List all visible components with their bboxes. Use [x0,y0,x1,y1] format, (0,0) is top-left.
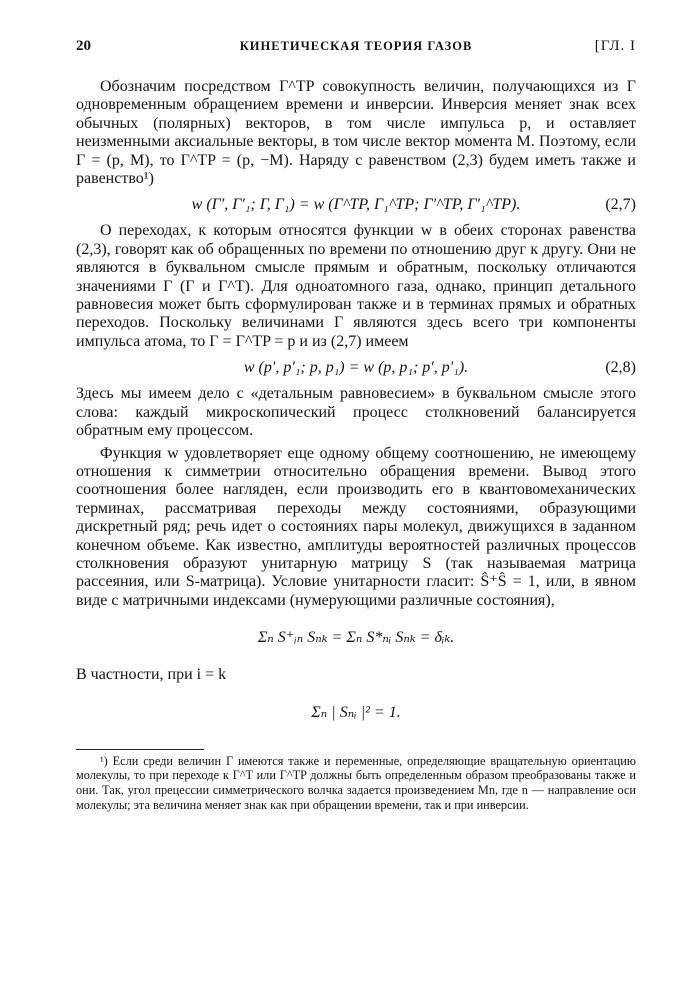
equation-2-8 [76,355,636,381]
normalization-equation [76,689,636,737]
footnote: ¹) Если среди величин Γ имеются также и переменные, определяющие вращательную ориентацию молекулы, то при переходе к Γ^T или Γ^TP должны быть определенным образом преобразованы также и они. Так, угол прецессии симметрического волчка задается произведением Mn, где n — направление оси молекулы; эта величина меняет знак как при обращении времени, так и при инверсии. [76,753,636,812]
equation-2-7 [76,192,636,218]
equation-2-7-expression: w (Γ′, Γ′₁; Γ, Γ₁) = w (Γ^TP, Γ₁^TP; Γ′^TP, Γ′₁^TP). [191,196,521,214]
equation-2-8-number: (2,8) [605,359,636,377]
page-number: 20 [76,38,91,54]
running-title: КИНЕТИЧЕСКАЯ ТЕОРИЯ ГАЗОВ [239,39,473,53]
unitarity-equation [76,614,636,662]
paragraph-2: О переходах, к которым относятся функции w в обеих сторонах равенства (2,3), говорят как об обращенных по времени по отношению друг к другу. Они не являются в буквальном смысле прямым и обратным, поскольку отличаются значениями Γ (Γ и Γ^T). Для одноатомного газа, однако, принцип детального равновесия может быть сформулирован также и в терминах прямых и обратных переходов. Поскольку величинами Γ являются здесь всего три компоненты импульса атома, то Γ = Γ^TP = p и из (2,7) имеем [76,222,636,350]
page-body [76,78,636,813]
equation-2-7-number: (2,7) [605,196,636,214]
chapter-marker: [ГЛ. I [594,38,636,54]
footnote-divider [76,749,204,750]
running-header [76,38,636,58]
normalization-expression: Σₙ | Sₙᵢ |² = 1. [311,703,401,721]
unitarity-expression: Σₙ S⁺ᵢₙ Sₙₖ = Σₙ S*ₙᵢ Sₙₖ = δᵢₖ. [257,629,455,647]
paragraph-1: Обозначим посредством Γ^TP совокупность величин, получающихся из Γ одновременным обращением времени и инверсии. Инверсия меняет знак всех обычных (полярных) векторов, в том числе импульса p, и оставляет неизменными аксиальные векторы, в том числе вектор момента M. Поэтому, если Γ = (p, M), то Γ^TP = (p, −M). Наряду с равенством (2,3) будем иметь также и равенство¹) [76,78,636,188]
paragraph-4: Функция w удовлетворяет еще одному общему соотношению, не имеющему отношения к симметрии относительно обращения времени. Вывод этого соотношения более нагляден, если производить его в квантовомеханических терминах, рассматривая переходы между состояниями, образующими дискретный ряд; речь идет о состояниях пары молекул, движущихся в заданном конечном объеме. Как известно, амплитуды вероятностей различных процессов столкновения образуют унитарную матрицу S (так называемая матрица рассеяния, или S-матрица). Условие унитарности гласит: Ŝ⁺Ŝ = 1, или, в явном виде с матричными индексами (нумерующими различные состояния), [76,444,636,609]
paragraph-3: Здесь мы имеем дело с «детальным равновесием» в буквальном смысле этого слова: каждый микроскопический процесс столкновений балансируется обратным ему процессом. [76,385,636,440]
equation-2-8-expression: w (p′, p′₁; p, p₁) = w (p, p₁; p′, p′₁). [243,359,469,377]
paragraph-5: В частности, при i = k [76,666,227,684]
